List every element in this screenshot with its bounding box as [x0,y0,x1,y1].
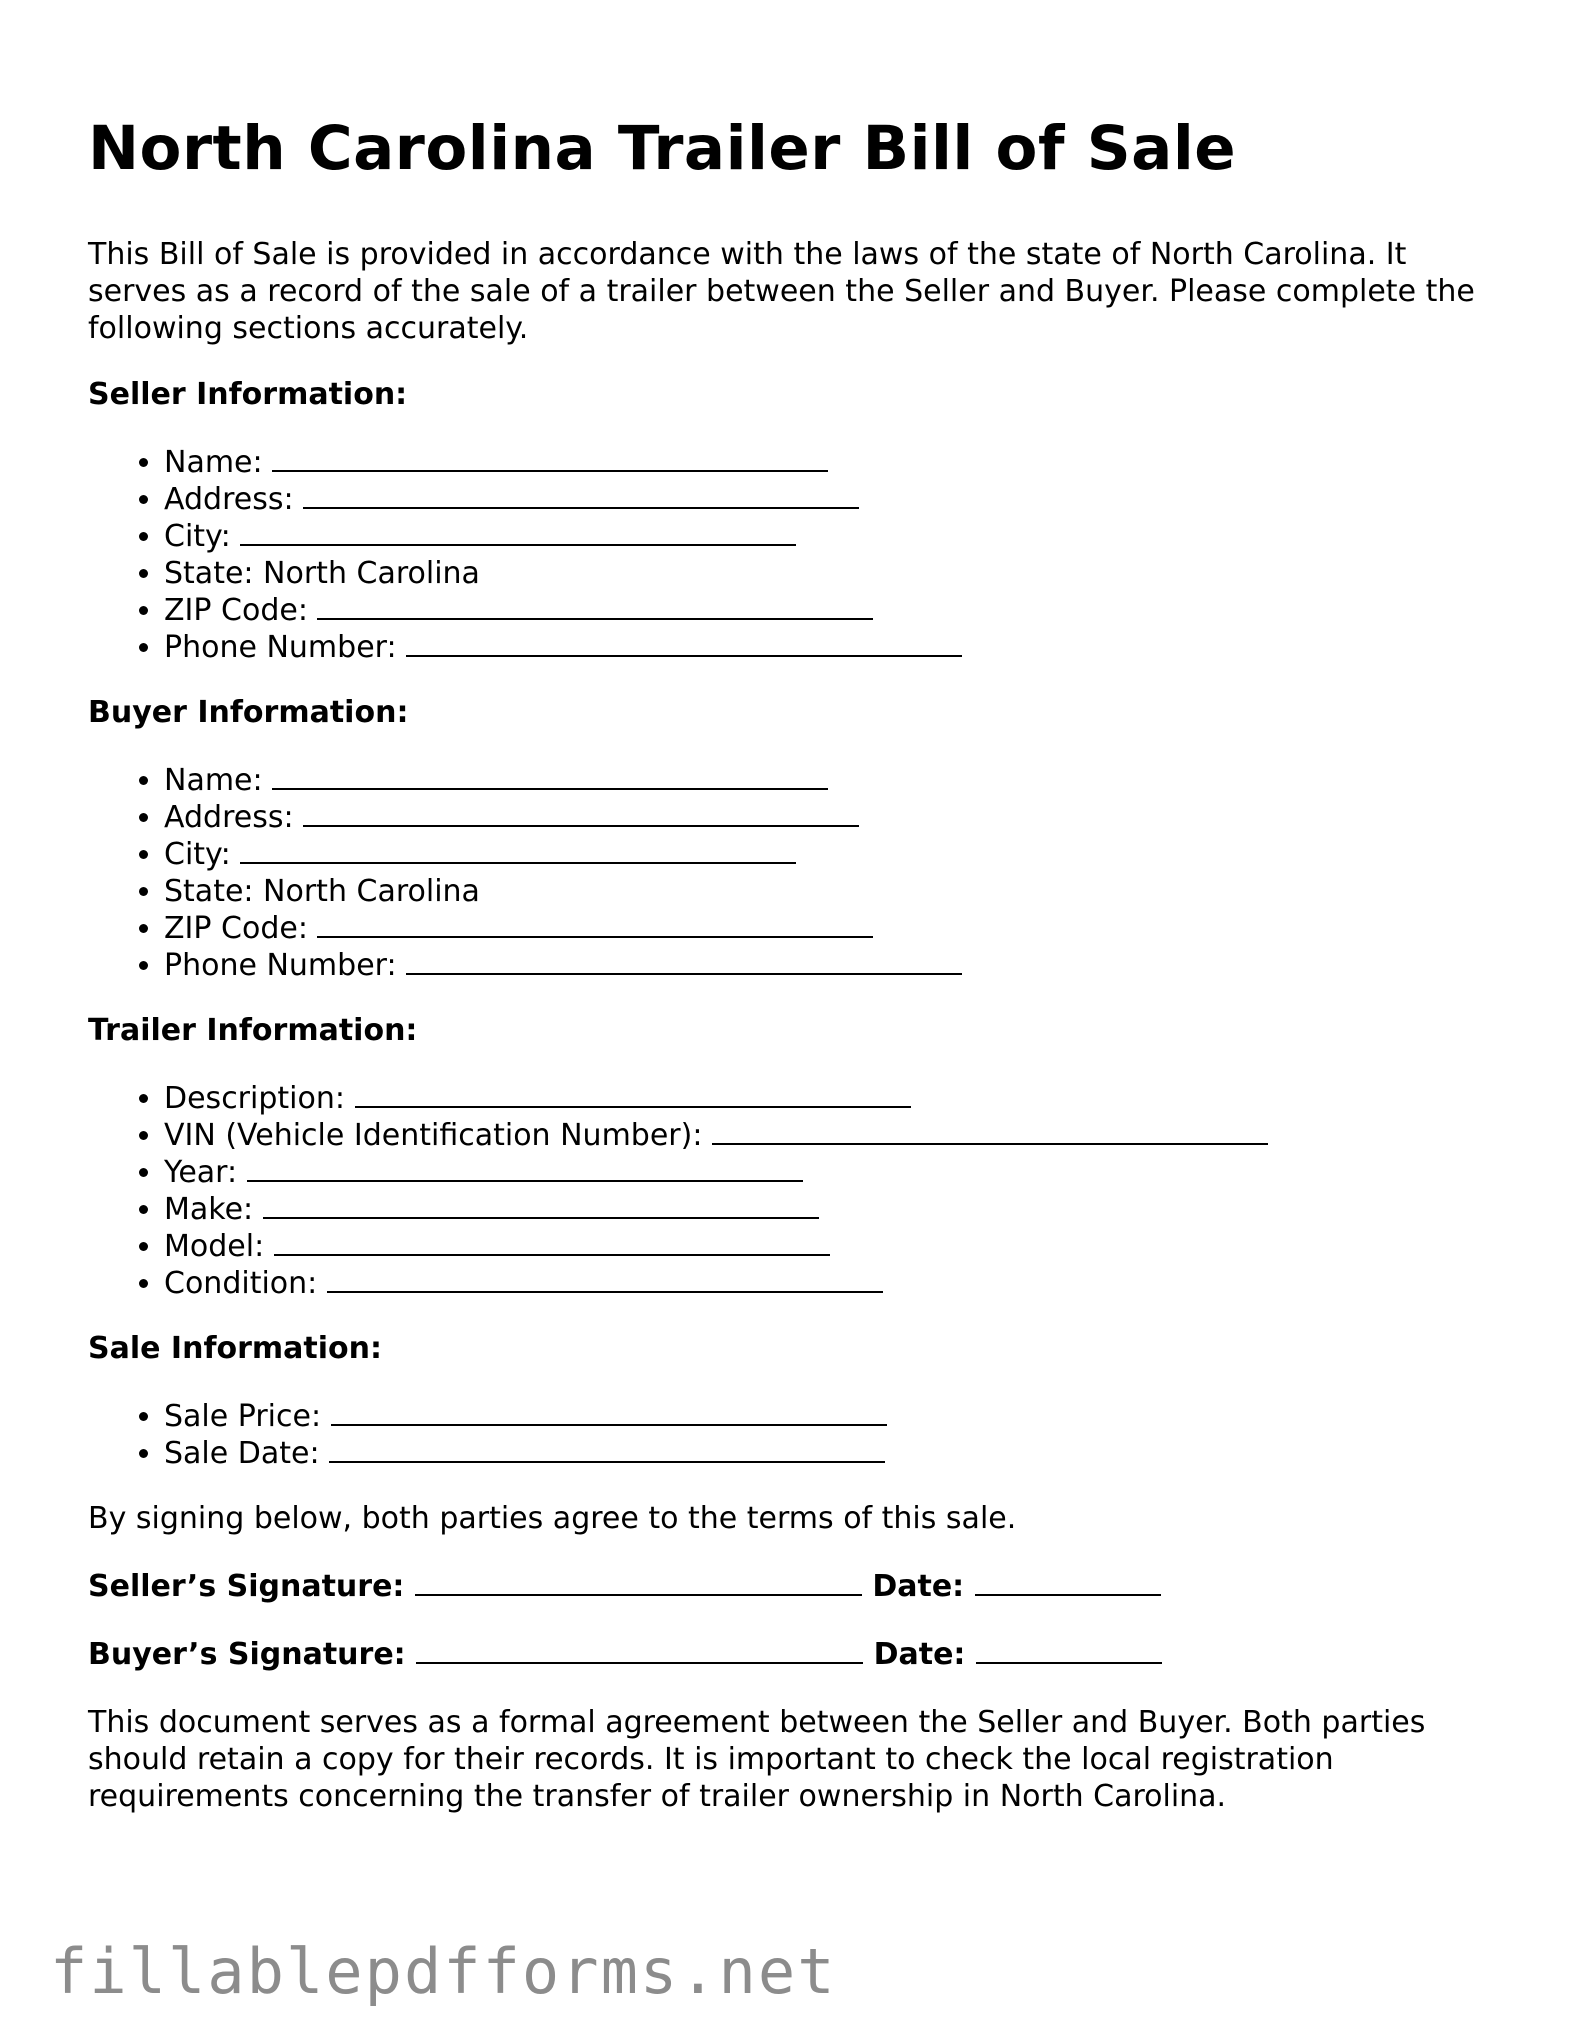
trailer-model-field[interactable]: • Model: [164,1228,1508,1265]
trailer-section-heading: Trailer Information: [88,1013,418,1048]
buyer-city-blank[interactable] [240,840,796,864]
trailer-make-blank[interactable] [263,1195,819,1219]
trailer-year-field[interactable]: • Year: [164,1154,1508,1191]
buyer-zip-blank[interactable] [317,914,873,938]
trailer-condition-field[interactable]: • Condition: [164,1265,1508,1302]
buyer-zip-field[interactable]: • ZIP Code: [164,910,1508,947]
seller-signature-label: Seller’s Signature: [88,1569,405,1604]
sale-price-blank[interactable] [331,1402,887,1426]
buyer-name-blank[interactable] [272,766,828,790]
trailer-condition-blank[interactable] [327,1269,883,1293]
closing-paragraph: This document serves as a formal agreement between the Seller and Buyer. Both parties should retain a copy for their records. It is important to check the local registration requirements concerning the transfer of trailer ownership in North Carolina. [88,1705,1426,1814]
seller-city-blank[interactable] [240,522,796,546]
trailer-make-field[interactable]: • Make: [164,1191,1508,1228]
seller-address-field[interactable]: • Address: [164,481,1508,518]
trailer-fields-list [88,1080,1508,1302]
trailer-description-blank[interactable] [355,1084,911,1108]
buyer-date-blank[interactable] [976,1640,1162,1664]
sale-price-field[interactable]: • Sale Price: [164,1398,1508,1435]
page-title: North Carolina Trailer Bill of Sale [88,113,1237,184]
buyer-section-heading: Buyer Information: [88,695,409,730]
seller-address-blank[interactable] [303,485,859,509]
seller-name-field[interactable]: • Name: [164,444,1508,481]
seller-signature-line [88,1568,1508,1605]
sale-fields-list [88,1398,1508,1472]
buyer-date-label: Date: [873,1637,966,1672]
trailer-vin-field[interactable]: • VIN (Vehicle Identification Number): [164,1117,1508,1154]
sale-date-blank[interactable] [329,1439,885,1463]
buyer-signature-label: Buyer’s Signature: [88,1637,406,1672]
intro-paragraph: This Bill of Sale is provided in accordance with the laws of the state of North Carolina. It serves as a record of the sale of a trailer between the Seller and Buyer. Please complete the following sections accurately. [88,237,1475,346]
seller-date-blank[interactable] [975,1572,1161,1596]
seller-zip-field[interactable]: • ZIP Code: [164,592,1508,629]
trailer-model-blank[interactable] [274,1232,830,1256]
seller-name-blank[interactable] [272,448,828,472]
buyer-signature-blank[interactable] [416,1640,863,1664]
trailer-vin-blank[interactable] [712,1121,1268,1145]
seller-date-label: Date: [872,1569,965,1604]
buyer-address-field[interactable]: • Address: [164,799,1508,836]
trailer-description-field[interactable]: • Description: [164,1080,1508,1117]
seller-phone-blank[interactable] [406,633,962,657]
seller-signature-blank[interactable] [415,1572,862,1596]
sale-date-field[interactable]: • Sale Date: [164,1435,1508,1472]
agreement-statement: By signing below, both parties agree to the terms of this sale. [88,1501,1017,1536]
buyer-phone-field[interactable]: • Phone Number: [164,947,1508,984]
seller-state-field: • State: North Carolina [164,555,1508,592]
buyer-city-field[interactable]: • City: [164,836,1508,873]
seller-section-heading: Seller Information: [88,377,408,412]
watermark-text: fillablepdfforms.net [50,1935,837,2008]
trailer-year-blank[interactable] [247,1158,803,1182]
seller-city-field[interactable]: • City: [164,518,1508,555]
buyer-state-field: • State: North Carolina [164,873,1508,910]
seller-phone-field[interactable]: • Phone Number: [164,629,1508,666]
sale-section-heading: Sale Information: [88,1331,382,1366]
document-page [88,108,1508,1815]
buyer-signature-line [88,1636,1508,1673]
buyer-address-blank[interactable] [303,803,859,827]
buyer-phone-blank[interactable] [406,951,962,975]
seller-zip-blank[interactable] [317,596,873,620]
seller-fields-list [88,444,1508,666]
buyer-name-field[interactable]: • Name: [164,762,1508,799]
buyer-fields-list [88,762,1508,984]
